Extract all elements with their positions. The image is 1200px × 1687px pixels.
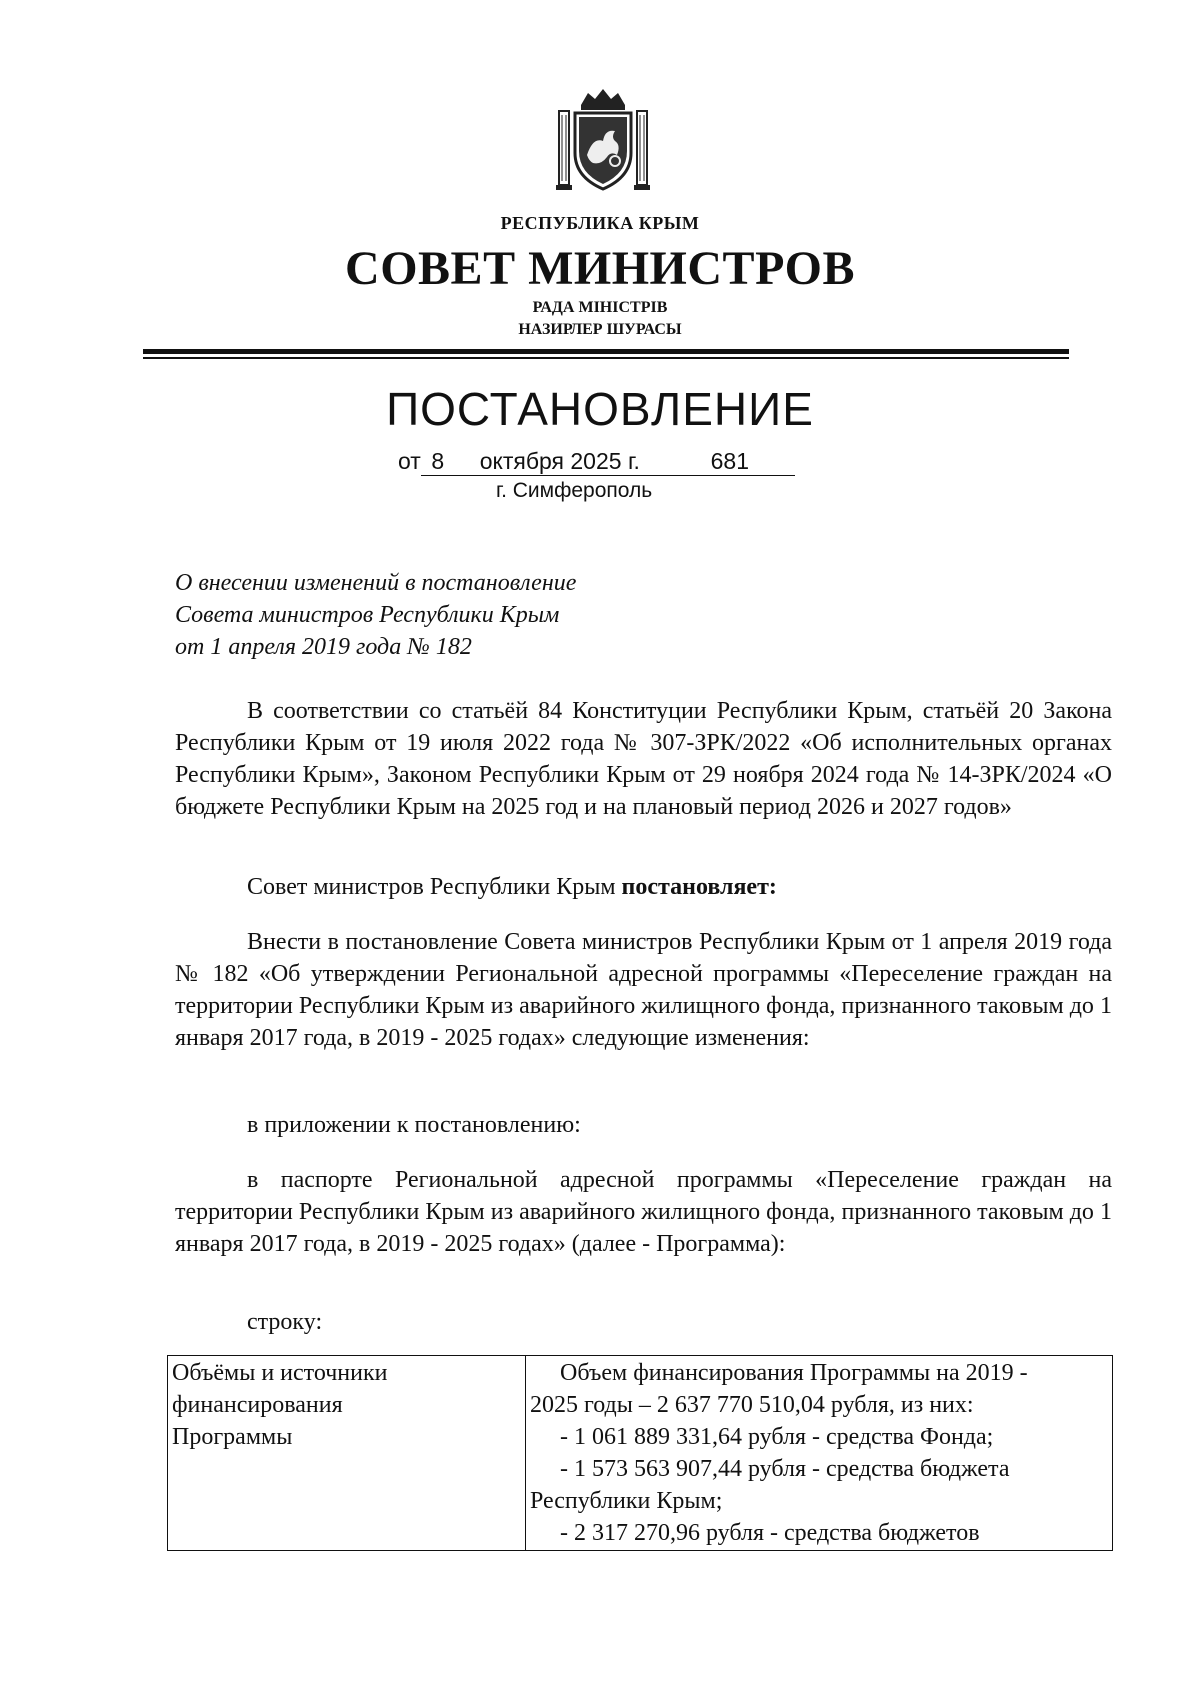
cell-line: Республики Крым; <box>530 1488 723 1514</box>
paragraph-resolves <box>175 871 1112 903</box>
cell-line: - 1 573 563 907,44 рубля - средства бюджета <box>560 1456 1010 1482</box>
table-row <box>168 1356 1113 1551</box>
paragraph-amendment: Внести в постановление Совета министров Республики Крым от 1 апреля 2019 года № 182 «Об утверждении Региональной адресной программы «Переселение граждан на территории Республики Крым из аварийного жилищного фонда, признанного таковым до 1 января 2017 года, в 2019 - 2025 годах» следующие изменения: <box>175 929 1112 1051</box>
paragraph-annex: в приложении к постановлению: <box>247 1112 581 1138</box>
paragraph-row: строку: <box>247 1309 323 1335</box>
cell-spacer <box>172 1453 521 1549</box>
paragraph-preamble: В соответствии со статьёй 84 Конституции Республики Крым, статьёй 20 Закона Республики Крым от 19 июля 2022 года № 307-ЗРК/2022 «Об исполнительных органах Республики Крым», Законом Республики Крым от 29 ноября 2024 года № 14-ЗРК/2024 «О бюджете Республики Крым на 2025 год и на плановый период 2026 и 2027 годов» <box>175 698 1112 820</box>
coat-of-arms-icon <box>553 85 653 193</box>
cell-line: 2025 годы – 2 637 770 510,04 рубля, из них: <box>530 1392 974 1418</box>
cell-line: Объёмы и источники <box>172 1360 388 1386</box>
title-line: О внесении изменений в постановление <box>175 570 577 596</box>
cell-line: - 2 317 270,96 рубля - средства бюджетов <box>560 1520 980 1546</box>
date-prefix: от <box>398 448 421 474</box>
council-title-ua: РАДА МІНІСТРІВ <box>532 299 668 316</box>
document-type: ПОСТАНОВЛЕНИЕ <box>386 383 814 435</box>
document-number: 681 <box>665 447 795 476</box>
date-day: 8 <box>421 447 455 476</box>
header-divider-thin <box>143 357 1069 359</box>
title-line: от 1 апреля 2019 года № 182 <box>175 634 472 660</box>
paragraph-passport: в паспорте Региональной адресной программы «Переселение граждан на территории Республики Крым из аварийного жилищного фонда, признанного таковым до 1 января 2017 года, в 2019 - 2025 годах» (далее - Программа): <box>175 1167 1112 1257</box>
cell-line: Программы <box>172 1424 293 1450</box>
date-month-year: октября 2025 г. <box>455 447 665 476</box>
table-cell-label <box>168 1356 526 1551</box>
document-title <box>175 567 576 663</box>
city: г. Симферополь <box>496 479 653 502</box>
council-title-crh: НАЗИРЛЕР ШУРАСЫ <box>518 321 682 338</box>
header-divider-thick <box>143 349 1069 354</box>
republic-label: РЕСПУБЛИКА КРЫМ <box>500 213 700 233</box>
cell-line: Объем финансирования Программы на 2019 - <box>560 1360 1028 1386</box>
financing-table <box>167 1355 1113 1551</box>
table-cell-value <box>526 1356 1113 1551</box>
council-title: СОВЕТ МИНИСТРОВ <box>345 242 855 295</box>
resolves-keyword: постановляет: <box>621 874 777 900</box>
cell-line: финансирования <box>172 1392 343 1418</box>
resolves-lead: Совет министров Республики Крым <box>247 874 616 900</box>
title-line: Совета министров Республики Крым <box>175 602 560 628</box>
cell-line: - 1 061 889 331,64 рубля - средства Фонда; <box>560 1424 994 1450</box>
date-number-line <box>398 447 795 476</box>
